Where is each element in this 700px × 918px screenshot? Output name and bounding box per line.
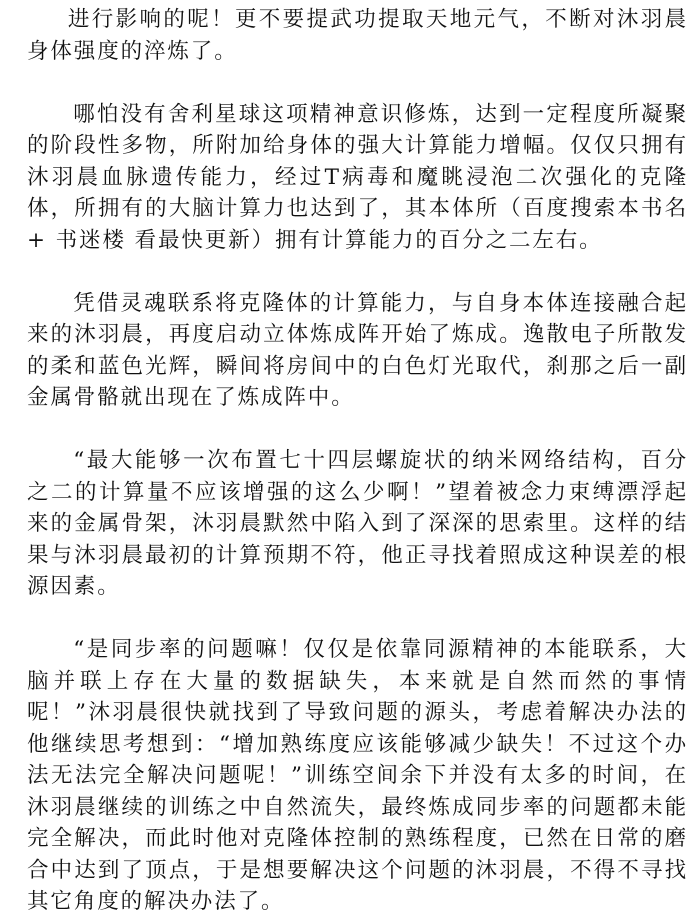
paragraph-4: “最大能够一次布置七十四层螺旋状的纳米网络结构，百分之二的计算量不应该增强的这么少啊！”望着被念力束缚漂浮起来的金属骨架，沐羽晨默然中陷入到了深深的思索里。这样的结果与沐羽晨最初的计算预期不符，他正寻找着照成这种误差的根源因素。 bbox=[27, 448, 688, 599]
paragraph-2: 哪怕没有舍利星球这项精神意识修炼，达到一定程度所凝聚的阶段性多物，所附加给身体的强大计算能力增幅。仅仅只拥有沐羽晨血脉遗传能力，经过T病毒和魔眺浸泡二次强化的克隆体，所拥有的大脑计算力也达到了，其本体所（百度搜索本书名+ 书迷楼 看最快更新）拥有计算能力的百分之二左右。 bbox=[27, 101, 688, 253]
paragraph-1: 进行影响的呢！更不要提武功提取天地元气，不断对沐羽晨身体强度的淬炼了。 bbox=[27, 7, 688, 64]
paragraph-5: “是同步率的问题嘛！仅仅是依靠同源精神的本能联系，大脑并联上存在大量的数据缺失，本来就是自然而然的事情呢！”沐羽晨很快就找到了导致问题的源头，考虑着解决办法的他继续思考想到：“增加熟练度应该能够减少缺失！不过这个办法无法完全解决问题呢！”训练空间余下并没有太多的时间，在沐羽晨继续的训练之中自然流失，最终炼成同步率的问题都未能完全解决，而此时他对克隆体控制的熟练程度，已然在日常的磨合中达到了顶点，于是想要解决这个问题的沐羽晨，不得不寻找其它角度的解决办法了。 bbox=[27, 637, 688, 914]
paragraph-3: 凭借灵魂联系将克隆体的计算能力，与自身本体连接融合起来的沐羽晨，再度启动立体炼成阵开始了炼成。逸散电子所散发的柔和蓝色光辉，瞬间将房间中的白色灯光取代，刹那之后一副金属骨骼就出现在了炼成阵中。 bbox=[27, 290, 688, 410]
